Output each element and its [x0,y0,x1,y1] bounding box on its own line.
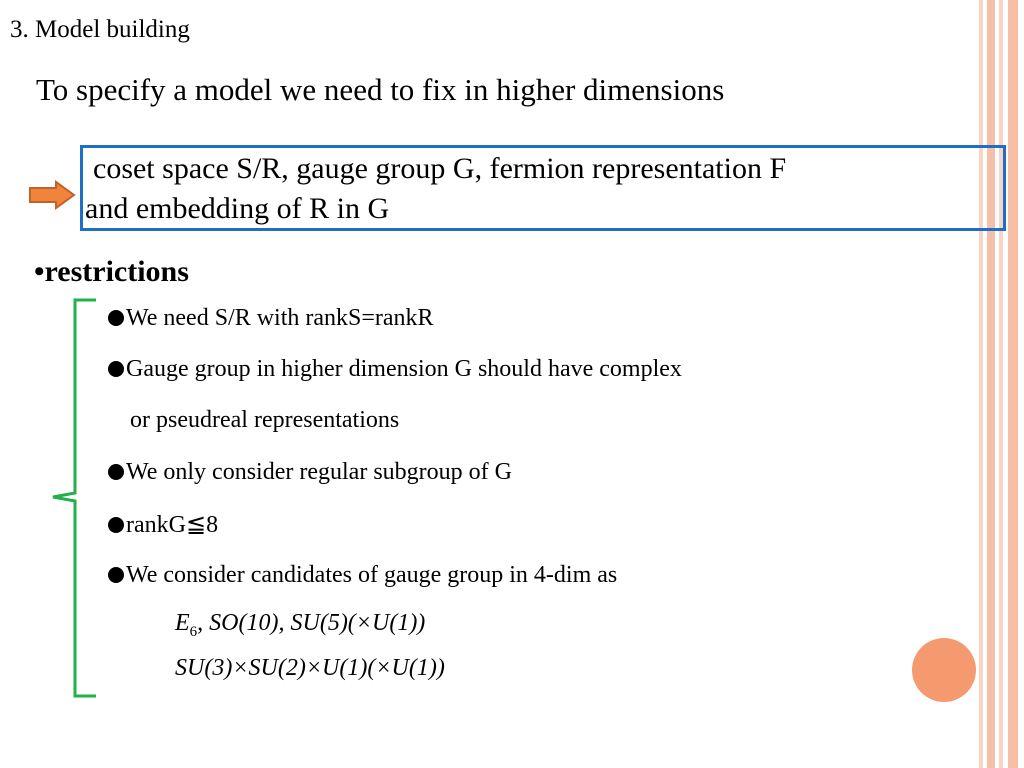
list-item: We only consider regular subgroup of G [108,459,512,486]
decor-circle [912,638,976,702]
decor-stripe-3 [999,0,1003,768]
intro-text: To specify a model we need to fix in higher dimensions [36,72,725,107]
list-item-continuation: or pseudreal representations [130,407,400,433]
decor-stripe-1 [979,0,983,768]
list-item: We consider candidates of gauge group in 4-dim as [108,562,617,589]
requirements-box [80,145,1006,231]
bullet-dot [108,310,124,326]
bullet-dot [108,464,124,480]
arrow-right-icon [28,180,76,210]
list-item: We need S/R with rankS=rankR [108,305,434,332]
decor-stripe-2 [987,0,995,768]
box-line-1: coset space S/R, gauge group G, fermion representation F [93,152,787,185]
list-item: Gauge group in higher dimension G should have complex [108,356,682,383]
box-line-2: and embedding of R in G [85,192,390,225]
formula-line-2: SU(3)×SU(2)×U(1)(×U(1)) [175,655,445,681]
formula-line-1: $E_6$, SO(10), SU(5)(×U(1)) [175,610,426,640]
list-item: rankG≦8 [108,510,218,539]
bullet-dot [108,517,124,533]
slide-title: 3. Model building [10,16,190,43]
bullet-dot [108,361,124,377]
restrictions-heading: •restrictions [34,255,189,288]
bullet-dot [108,567,124,583]
curly-bracket [50,297,100,701]
decor-stripe-4 [1008,0,1018,768]
